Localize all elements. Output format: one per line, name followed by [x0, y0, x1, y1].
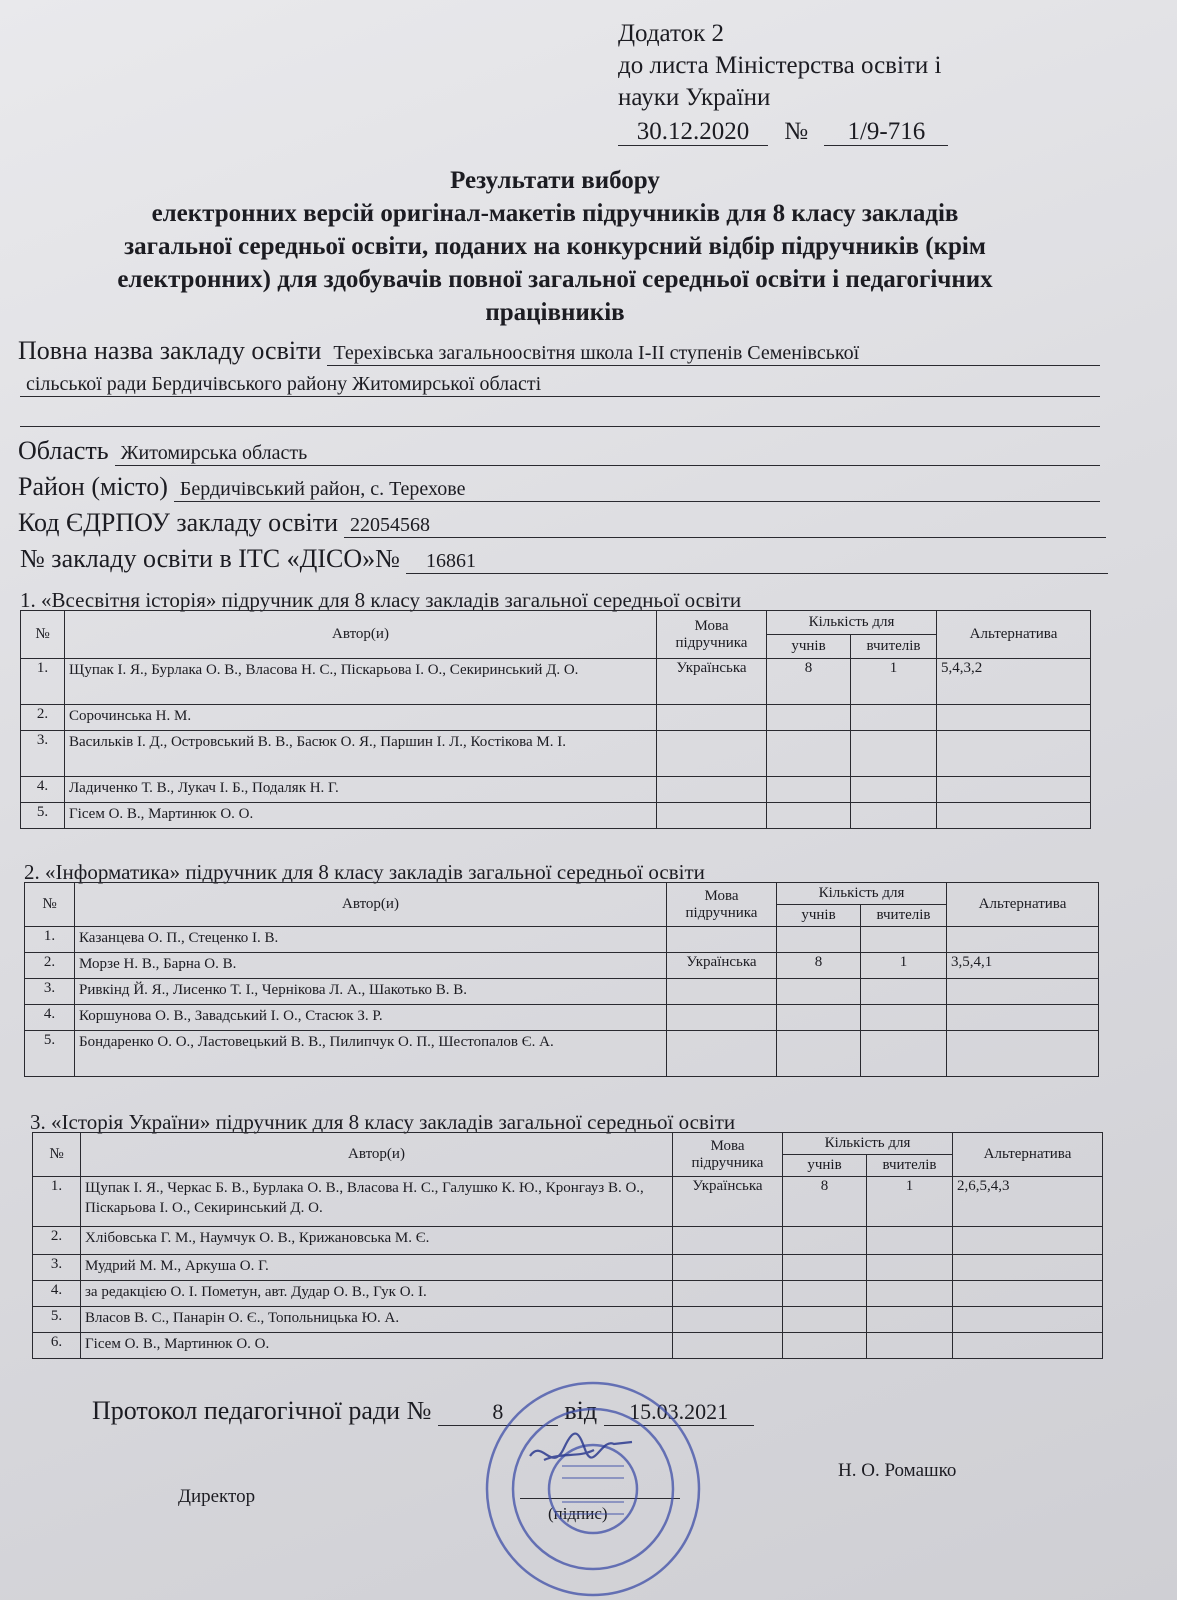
row-students	[777, 979, 861, 1005]
header-students: учнів	[783, 1155, 867, 1177]
section-1-title: 1. «Всесвітня історія» підручник для 8 класу закладів загальної середньої освіти	[20, 588, 742, 612]
row-language: Українська	[657, 659, 767, 705]
table-row	[25, 1005, 1099, 1031]
table-header-row	[21, 611, 1091, 635]
stamp-seal-icon	[487, 1383, 699, 1595]
table-row	[25, 1031, 1099, 1077]
row-students	[783, 1227, 867, 1255]
full-name-label: Повна назва закладу освіти	[18, 336, 322, 365]
header-quantity: Кількість для	[783, 1133, 953, 1155]
row-alternative	[937, 731, 1091, 777]
row-num: 1.	[25, 927, 75, 953]
row-students	[767, 803, 851, 829]
addendum-line-1: Додаток 2	[618, 20, 724, 47]
its-value: 16861	[406, 549, 1108, 574]
header-num: №	[25, 883, 75, 927]
header-students: учнів	[777, 905, 861, 927]
row-authors: Щупак І. Я., Черкас Б. В., Бурлака О. В., Власова Н. С., Галушко К. Ю., Кронгауз В. О., Піскарьова І. О., Секиринський Д. О.	[81, 1177, 673, 1227]
row-language	[657, 705, 767, 731]
table-row	[33, 1177, 1103, 1227]
addendum-number: 1/9-716	[824, 119, 948, 146]
header-language: Мова підручника	[657, 611, 767, 659]
row-num: 3.	[21, 731, 65, 777]
row-students	[783, 1333, 867, 1359]
header-authors: Автор(и)	[65, 611, 657, 659]
row-teachers: 1	[851, 659, 937, 705]
row-alternative	[947, 1005, 1099, 1031]
table-row	[33, 1255, 1103, 1281]
row-authors: Ладиченко Т. В., Лукач І. Б., Подаляк Н. Г.	[65, 777, 657, 803]
addendum-header	[618, 18, 948, 148]
header-quantity: Кількість для	[767, 611, 937, 635]
table-row	[21, 731, 1091, 777]
row-num: 3.	[25, 979, 75, 1005]
row-authors: Морзе Н. В., Барна О. В.	[75, 953, 667, 979]
row-teachers: 1	[867, 1177, 953, 1227]
header-num: №	[21, 611, 65, 659]
full-name-value-continued: сільської ради Бердичівського району Житомирської області	[20, 372, 1100, 397]
row-num: 1.	[21, 659, 65, 705]
table-row	[25, 927, 1099, 953]
row-teachers	[861, 1031, 947, 1077]
row-num: 5.	[33, 1307, 81, 1333]
edrpou-field	[18, 508, 1106, 538]
its-field	[20, 544, 1108, 574]
district-field	[18, 472, 1100, 502]
row-authors: Васильків І. Д., Островський В. В., Басюк О. Я., Паршин І. Л., Костікова М. І.	[65, 731, 657, 777]
header-students: учнів	[767, 635, 851, 659]
table-row	[25, 979, 1099, 1005]
row-teachers	[867, 1281, 953, 1307]
director-name: Н. О. Ромашко	[838, 1460, 957, 1481]
row-num: 4.	[33, 1281, 81, 1307]
row-authors: Хлібовська Г. М., Наумчук О. В., Крижановська М. Є.	[81, 1227, 673, 1255]
its-label: № закладу освіти в ІТС «ДІСО»№	[20, 544, 400, 573]
row-language	[673, 1281, 783, 1307]
row-num: 5.	[21, 803, 65, 829]
row-teachers	[867, 1255, 953, 1281]
table-row	[21, 659, 1091, 705]
row-alternative	[947, 927, 1099, 953]
protocol-from-label: від	[564, 1396, 598, 1425]
row-alternative: 5,4,3,2	[937, 659, 1091, 705]
region-label: Область	[18, 436, 109, 465]
row-alternative	[953, 1307, 1103, 1333]
row-language	[673, 1227, 783, 1255]
section-2-title: 2. «Інформатика» підручник для 8 класу закладів загальної середньої освіти	[24, 860, 705, 884]
row-teachers: 1	[861, 953, 947, 979]
row-students: 8	[767, 659, 851, 705]
row-teachers	[861, 1005, 947, 1031]
row-language	[673, 1333, 783, 1359]
row-authors: Мудрий М. М., Аркуша О. Г.	[81, 1255, 673, 1281]
row-alternative	[937, 705, 1091, 731]
title-line-4: електронних) для здобувачів повної загальної середньої освіти і педагогічних	[117, 266, 993, 293]
row-num: 5.	[25, 1031, 75, 1077]
table-row	[21, 803, 1091, 829]
row-language: Українська	[667, 953, 777, 979]
row-students	[777, 1031, 861, 1077]
director-label: Директор	[178, 1486, 256, 1507]
header-alternative: Альтернатива	[953, 1133, 1103, 1177]
district-value: Бердичівський район, с. Терехове	[174, 477, 1100, 502]
row-teachers	[861, 927, 947, 953]
title-line-2: електронних версій оригінал-макетів підручників для 8 класу закладів	[151, 200, 959, 227]
row-language	[673, 1255, 783, 1281]
row-alternative	[947, 979, 1099, 1005]
section-3-table	[32, 1132, 1103, 1359]
full-name-field	[18, 336, 1100, 366]
row-students	[767, 777, 851, 803]
region-value: Житомирська область	[115, 441, 1100, 466]
row-language	[667, 1031, 777, 1077]
addendum-date-line	[618, 116, 948, 148]
header-num: №	[33, 1133, 81, 1177]
row-students	[777, 1005, 861, 1031]
row-authors: Гісем О. В., Мартинюк О. О.	[65, 803, 657, 829]
row-num: 4.	[25, 1005, 75, 1031]
table-row	[25, 953, 1099, 979]
row-authors: Власов В. С., Панарін О. Є., Топольницька Ю. А.	[81, 1307, 673, 1333]
row-language	[657, 803, 767, 829]
row-language	[667, 927, 777, 953]
addendum-number-sign: №	[784, 118, 809, 145]
table-row	[33, 1227, 1103, 1255]
header-authors: Автор(и)	[81, 1133, 673, 1177]
addendum-line-2: до листа Міністерства освіти і	[618, 52, 942, 79]
row-authors: Бондаренко О. О., Ластовецький В. В., Пилипчук О. П., Шестопалов Є. А.	[75, 1031, 667, 1077]
row-authors: Коршунова О. В., Завадський І. О., Стасюк З. Р.	[75, 1005, 667, 1031]
row-authors: Щупак І. Я., Бурлака О. В., Власова Н. С., Піскарьова І. О., Секиринський Д. О.	[65, 659, 657, 705]
header-teachers: вчителів	[861, 905, 947, 927]
header-teachers: вчителів	[867, 1155, 953, 1177]
row-alternative	[947, 1031, 1099, 1077]
section-3-title: 3. «Історія України» підручник для 8 класу закладів загальної середньої освіти	[30, 1110, 736, 1134]
header-teachers: вчителів	[851, 635, 937, 659]
table-row	[21, 777, 1091, 803]
edrpou-value: 22054568	[344, 513, 1106, 538]
row-students: 8	[777, 953, 861, 979]
section-1-table	[20, 610, 1091, 829]
official-stamp	[482, 1378, 704, 1600]
title-line-3: загальної середньої освіти, поданих на конкурсний відбір підручників (крім	[124, 233, 986, 260]
header-language: Мова підручника	[673, 1133, 783, 1177]
row-teachers	[867, 1227, 953, 1255]
protocol-label: Протокол педагогічної ради №	[92, 1396, 432, 1425]
row-students	[767, 705, 851, 731]
row-num: 3.	[33, 1255, 81, 1281]
row-num: 2.	[33, 1227, 81, 1255]
table-row	[33, 1333, 1103, 1359]
header-alternative: Альтернатива	[937, 611, 1091, 659]
protocol-date: 15.03.2021	[604, 1399, 754, 1426]
header-authors: Автор(и)	[75, 883, 667, 927]
edrpou-label: Код ЄДРПОУ закладу освіти	[18, 508, 339, 537]
row-authors: Казанцева О. П., Стеценко І. В.	[75, 927, 667, 953]
row-students	[777, 927, 861, 953]
addendum-line-3: науки України	[618, 84, 771, 111]
title-line-5: працівників	[485, 299, 625, 326]
row-authors: Ривкінд Й. Я., Лисенко Т. І., Чернікова Л. А., Шакотько В. В.	[75, 979, 667, 1005]
row-teachers	[851, 705, 937, 731]
document-title	[20, 164, 1090, 329]
row-num: 4.	[21, 777, 65, 803]
row-language	[667, 979, 777, 1005]
row-teachers	[867, 1333, 953, 1359]
row-teachers	[851, 777, 937, 803]
header-quantity: Кількість для	[777, 883, 947, 905]
signature-caption: (підпис)	[548, 1504, 608, 1523]
row-alternative	[953, 1281, 1103, 1307]
row-language	[667, 1005, 777, 1031]
row-alternative	[953, 1255, 1103, 1281]
row-authors: Сорочинська Н. М.	[65, 705, 657, 731]
row-students	[783, 1281, 867, 1307]
row-students: 8	[783, 1177, 867, 1227]
protocol-number: 8	[438, 1399, 558, 1426]
row-students	[767, 731, 851, 777]
row-language	[657, 777, 767, 803]
row-alternative: 3,5,4,1	[947, 953, 1099, 979]
region-field	[18, 436, 1100, 466]
row-teachers	[861, 979, 947, 1005]
row-alternative	[953, 1333, 1103, 1359]
row-students	[783, 1255, 867, 1281]
row-num: 2.	[25, 953, 75, 979]
row-students	[783, 1307, 867, 1333]
table-row	[21, 705, 1091, 731]
row-num: 1.	[33, 1177, 81, 1227]
blank-line	[20, 402, 1100, 427]
row-alternative	[937, 803, 1091, 829]
table-header-row	[33, 1133, 1103, 1155]
title-line-1: Результати вибору	[450, 167, 660, 194]
addendum-date: 30.12.2020	[618, 119, 768, 146]
row-language	[673, 1307, 783, 1333]
section-2-table	[24, 882, 1099, 1077]
row-alternative: 2,6,5,4,3	[953, 1177, 1103, 1227]
header-language: Мова підручника	[667, 883, 777, 927]
row-num: 2.	[21, 705, 65, 731]
row-language: Українська	[673, 1177, 783, 1227]
row-teachers	[851, 731, 937, 777]
row-authors: за редакцією О. І. Пометун, авт. Дудар О. В., Гук О. І.	[81, 1281, 673, 1307]
row-alternative	[953, 1227, 1103, 1255]
district-label: Район (місто)	[18, 472, 168, 501]
table-header-row	[25, 883, 1099, 905]
table-row	[33, 1307, 1103, 1333]
row-teachers	[867, 1307, 953, 1333]
row-num: 6.	[33, 1333, 81, 1359]
row-language	[657, 731, 767, 777]
header-alternative: Альтернатива	[947, 883, 1099, 927]
full-name-value: Терехівська загальноосвітня школа І-ІІ ступенів Семенівської	[327, 341, 1100, 366]
row-authors: Гісем О. В., Мартинюк О. О.	[81, 1333, 673, 1359]
table-row	[33, 1281, 1103, 1307]
row-alternative	[937, 777, 1091, 803]
row-teachers	[851, 803, 937, 829]
